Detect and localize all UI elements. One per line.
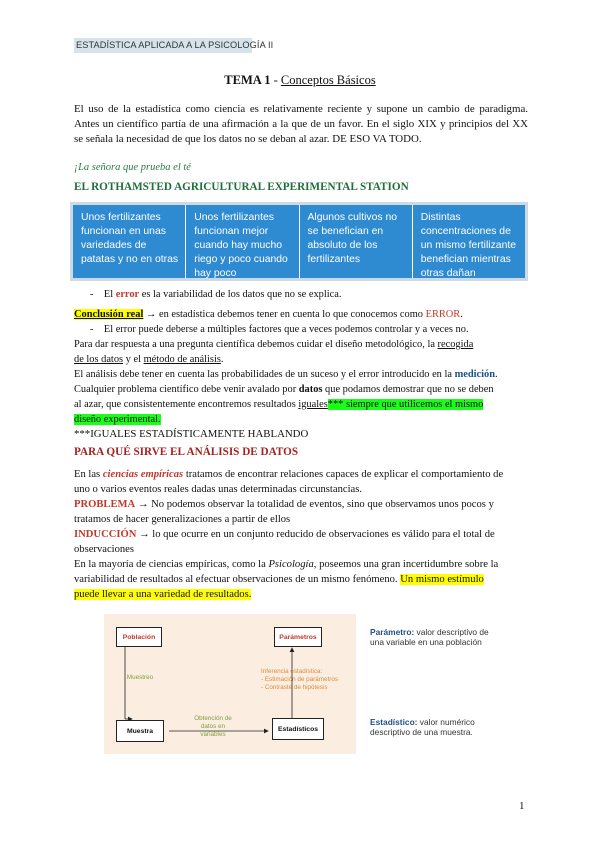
muestra-box: Muestra — [116, 720, 164, 742]
text-fragment: → lo que ocurre en un conjunto reducido de observaciones es válido para el total de — [136, 529, 495, 540]
estadistico-definition — [370, 717, 475, 737]
intro-line-2: Antes un científico partía de una afirmación a la que de un favor. En el siglo XIX y principios del XX — [74, 118, 528, 130]
intro-line-3: se señala la necesidad de que los datos no se deban al azar. DE ESO VA TODO. — [74, 133, 422, 145]
analysis-l2-pre: Cualquier problema científico debe venir avalado por — [74, 384, 299, 395]
intro-paragraph — [74, 102, 528, 147]
parametro-definition — [370, 627, 489, 647]
ciencias-empiricas-term: ciencias empíricas — [102, 469, 184, 480]
estadistico-line-2: descriptivo de una muestra. — [370, 727, 473, 737]
error-bullet — [90, 287, 341, 302]
text-fragment: , poseemos una gran incertidumbre sobre la — [313, 559, 499, 570]
text-fragment: variabilidad de resultados al efectuar observaciones de un mismo fenómeno. — [74, 574, 401, 585]
bullet-dash: - — [90, 324, 94, 335]
error-word: error — [115, 289, 140, 300]
estadistico-line-1 — [370, 717, 475, 727]
psico-line-2 — [74, 572, 528, 587]
parametro-label: Parámetro: — [370, 627, 415, 637]
conclusion-end: . — [460, 309, 463, 320]
text-fragment: tratamos de encontrar relaciones capaces de explicar el comportamiento de — [183, 469, 504, 480]
analysis-line-2 — [74, 382, 494, 397]
text-fragment: valor descriptivo de — [414, 627, 489, 637]
page-title — [0, 73, 600, 88]
empirical-line-1 — [74, 467, 528, 482]
text-fragment: En las — [74, 469, 103, 480]
problema-label: PROBLEMA — [74, 499, 136, 510]
text-fragment: → No podemos observar la totalidad de eventos, sino que observamos unos pocos y — [135, 499, 494, 510]
design-metodo: método de análisis — [143, 354, 221, 365]
medicion-word: medición — [454, 369, 495, 380]
obtencion-line: variables — [200, 731, 226, 738]
estadisticos-box: Estadísticos — [272, 718, 324, 740]
analysis-line-3 — [74, 397, 483, 412]
para-que-heading: PARA QUÉ SIRVE EL ANÁLISIS DE DATOS — [74, 446, 299, 458]
conclusion-line — [74, 307, 463, 322]
induccion-label: INDUCCIÓN — [74, 529, 137, 540]
error-bullet-post: es la variabilidad de los datos que no se explica. — [139, 289, 342, 300]
rothamsted-heading: EL ROTHAMSTED AGRICULTURAL EXPERIMENTAL STATION — [74, 181, 409, 193]
design-datos: de los datos — [74, 354, 124, 365]
conclusion-error-word: ERROR — [425, 309, 461, 320]
datos-word: datos — [298, 384, 323, 395]
tea-lady-subtitle: ¡La señora que prueba el té — [74, 162, 191, 173]
inferencia-item: - Estimación de parámetros — [261, 676, 338, 683]
analysis-l1-text: El análisis debe tener en cuenta las probabilidades de un suceso y el error introducido en la — [74, 369, 455, 380]
iguales-word: iguales — [298, 399, 328, 410]
findings-row — [73, 205, 525, 278]
empirical-paragraph — [74, 467, 528, 602]
finding-cell: Algunos cultivos no se benefician en absoluto de los fertilizantes — [300, 205, 413, 278]
design-line-1 — [74, 337, 473, 352]
obtencion-line: datos en — [200, 723, 226, 730]
page-number: 1 — [519, 800, 525, 812]
induccion-line-2: observaciones — [74, 544, 135, 555]
text-fragment: valor numérico — [417, 717, 475, 727]
error-factors-bullet — [90, 322, 469, 337]
induccion-line-1 — [74, 527, 528, 542]
error-bullet-pre: El — [103, 289, 116, 300]
empirical-line-2: uno o varios eventos reales dadas unas determinadas circunstancias. — [74, 484, 362, 495]
analysis-line-4 — [74, 412, 161, 427]
iguales-note: ***IGUALES ESTADÍSTICAMENTE HABLANDO — [74, 428, 309, 440]
title-tema: TEMA 1 — [224, 73, 271, 87]
problema-line-2: tratamos de hacer generalizaciones a partir de ellos — [74, 514, 291, 525]
finding-cell: Unos fertilizantes funcionan en unas variedades de patatas y no en otras — [73, 205, 186, 278]
design-l2-mid: y el — [123, 354, 144, 365]
poblacion-box: Población — [116, 627, 162, 647]
parametro-line-1 — [370, 627, 489, 637]
analysis-l1-end: . — [494, 369, 498, 380]
analysis-l3-highlight: *** siempre que utilicemos el mismo — [327, 399, 484, 410]
bullet-dash: - — [90, 289, 94, 300]
analysis-l4-highlight: diseño experimental. — [74, 414, 161, 425]
analysis-line-1 — [74, 367, 498, 382]
finding-cell: Unos fertilizantes funcionan mejor cuando hay mucho riego y poco cuando hay poco — [186, 205, 299, 278]
psico-highlight: Un mismo estímulo — [400, 574, 484, 585]
muestreo-label: Muestreo — [126, 674, 154, 681]
design-l2-end: . — [220, 354, 224, 365]
arrow: → — [143, 309, 159, 320]
parametro-line-2: una variable en una población — [370, 637, 482, 647]
psico-line-1 — [74, 557, 528, 572]
problema-line-1 — [74, 497, 528, 512]
design-recogida: recogida — [437, 339, 474, 350]
conclusion-text: en estadística debemos tener en cuenta lo que conocemos como — [158, 309, 426, 320]
inferencia-block — [261, 668, 351, 692]
rothamsted-findings-table — [70, 202, 528, 281]
design-l1-text: Para dar respuesta a una pregunta científica debemos cuidar el diseño metodológico, la — [74, 339, 438, 350]
design-line-2 — [74, 352, 224, 367]
error-factors-text: El error puede deberse a múltiples factores que a veces podemos controlar y a veces no. — [103, 324, 469, 335]
analysis-l2-post: que podamos demostrar que no se deben — [322, 384, 494, 395]
obtencion-line: Obtención de — [194, 715, 232, 722]
inference-diagram — [104, 614, 356, 754]
parametros-box: Parámetros — [274, 627, 322, 647]
intro-line-1: El uso de la estadística como ciencia es relativamente reciente y supone un cambio de paradigma. — [74, 103, 528, 115]
psico-line-3 — [74, 587, 528, 602]
inferencia-item: - Contraste de hipótesis — [261, 684, 328, 691]
conclusion-label: Conclusión real — [74, 309, 144, 320]
psicologia-word: Psicología — [268, 559, 314, 570]
inferencia-title: Inferencia estadística: — [261, 668, 323, 675]
running-header: ESTADÍSTICA APLICADA A LA PSICOLOGÍA II — [74, 38, 252, 53]
psico-highlight-2: puede llevar a una variedad de resultados. — [74, 589, 252, 600]
analysis-l3-pre: al azar, que consistentemente encontremos resultados — [74, 399, 299, 410]
title-subtitle: Conceptos Básicos — [280, 73, 376, 87]
finding-cell: Distintas concentraciones de un mismo fertilizante benefician mientras otras dañan — [420, 212, 517, 279]
estadistico-label: Estadístico: — [370, 717, 418, 727]
text-fragment: En la mayoría de ciencias empíricas, como la — [74, 559, 269, 570]
obtencion-label — [188, 715, 238, 739]
title-separator: - — [270, 73, 281, 87]
